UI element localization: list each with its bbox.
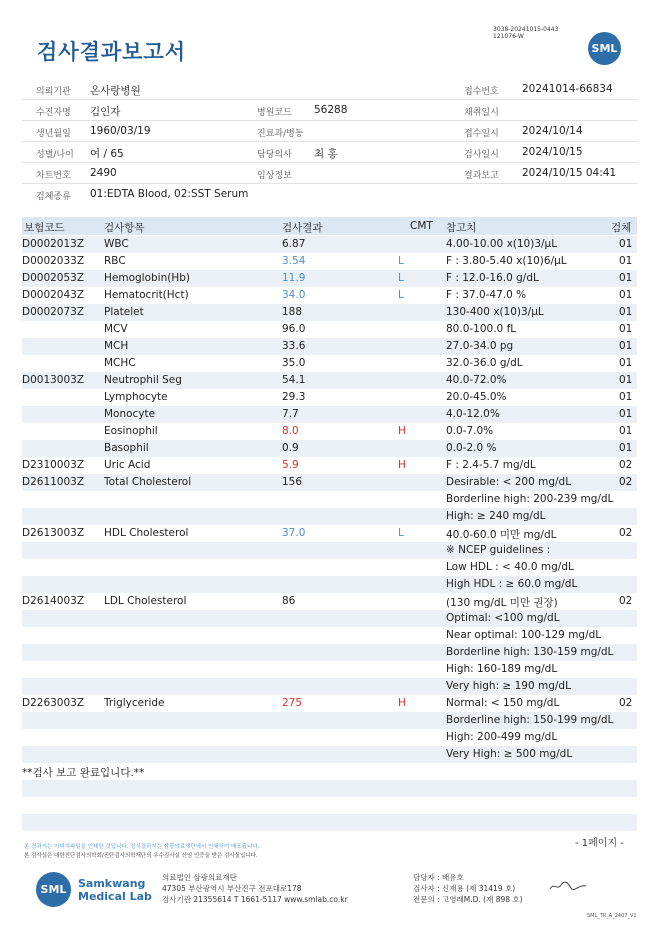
- specimen-code: 01: [619, 306, 633, 318]
- test-date: 2024/10/15: [522, 146, 583, 158]
- chart-no: 2490: [90, 167, 117, 179]
- reference-range: High: 200-499 mg/dL: [446, 731, 558, 743]
- brand-line2: Medical Lab: [78, 890, 152, 903]
- result-flag: H: [398, 425, 406, 437]
- col-cmt: CMT: [410, 220, 433, 232]
- table-row: [22, 746, 637, 763]
- requesting-org-label: 의뢰기관: [36, 87, 71, 97]
- receipt-no-label: 접수번호: [464, 87, 499, 97]
- table-row: [22, 729, 637, 746]
- table-row: [22, 287, 637, 304]
- test-name: Neutrophil Seg: [104, 374, 182, 386]
- table-row: [22, 576, 637, 593]
- collection-date-label: 채취일시: [464, 108, 499, 118]
- table-row: [22, 593, 637, 610]
- patient-label: 수진자명: [36, 108, 71, 118]
- table-row: [22, 491, 637, 508]
- table-row: [22, 406, 637, 423]
- table-row: [22, 372, 637, 389]
- table-row: [22, 542, 637, 559]
- test-name: Hemoglobin(Hb): [104, 272, 191, 284]
- requesting-org: 온사랑병원: [90, 85, 141, 97]
- dob: 1960/03/19: [90, 125, 151, 137]
- test-name: MCV: [104, 323, 128, 335]
- specimen-code: 02: [619, 476, 633, 488]
- test-result: 156: [282, 476, 303, 488]
- reference-range: 32.0-36.0 g/dL: [446, 357, 523, 369]
- col-result: 검사결과: [282, 222, 323, 234]
- test-code: D0002033Z: [22, 255, 85, 267]
- result-flag: H: [398, 459, 406, 471]
- footer-brand: [78, 877, 152, 903]
- col-ref: 참고치: [446, 222, 477, 234]
- reference-range: High HDL : ≥ 60.0 mg/dL: [446, 578, 578, 590]
- table-row: [22, 321, 637, 338]
- org-contact: 검사기관 21355614 T 1661-5117 www.smlab.co.kr: [162, 895, 348, 904]
- specimen-code: 01: [619, 425, 633, 437]
- reference-range: (130 mg/dL 미만 권장): [446, 597, 558, 609]
- specimen-label: 검체종류: [36, 192, 71, 202]
- signature-image: [548, 880, 588, 892]
- reference-range: 20.0-45.0%: [446, 391, 507, 403]
- table-row: [22, 780, 637, 797]
- hospital-code-label: 병원코드: [257, 108, 292, 118]
- reference-range: Borderline high: 150-199 mg/dL: [446, 714, 614, 726]
- result-flag: L: [398, 255, 404, 267]
- test-result: 35.0: [282, 357, 306, 369]
- table-row: [22, 678, 637, 695]
- reference-range: 40.0-72.0%: [446, 374, 507, 386]
- receipt-date-label: 접수일시: [464, 129, 499, 139]
- test-name: Triglyceride: [104, 697, 165, 709]
- specimen-code: 01: [619, 408, 633, 420]
- doctor: 최 홍: [314, 148, 338, 160]
- dob-label: 생년월일: [36, 129, 71, 139]
- footer-address: [162, 872, 348, 905]
- report-date-label: 결과보고: [464, 171, 499, 181]
- reference-range: Borderline high: 200-239 mg/dL: [446, 493, 614, 505]
- page-title: 검사결과보고서: [37, 40, 187, 64]
- result-flag: L: [398, 272, 404, 284]
- results-header: [22, 217, 637, 235]
- results-table: [22, 236, 637, 831]
- test-result: 11.9: [282, 272, 306, 284]
- table-row: [22, 304, 637, 321]
- reference-range: 0.0-2.0 %: [446, 442, 497, 454]
- table-row: [22, 712, 637, 729]
- test-name: Uric Acid: [104, 459, 151, 471]
- doc-id-line1: 3038-20241015-0443: [493, 26, 559, 33]
- test-result: 29.3: [282, 391, 306, 403]
- test-code: D0013003Z: [22, 374, 85, 386]
- clinical-label: 임상정보: [257, 171, 292, 181]
- specimen-code: 01: [619, 374, 633, 386]
- dept-label: 진료과/병동: [257, 129, 304, 139]
- test-code: D0002013Z: [22, 238, 85, 250]
- staff-doctor: 전문의 : 고영래M.D. (제 898 호): [413, 895, 523, 904]
- test-result: 188: [282, 306, 303, 318]
- table-row: [22, 474, 637, 491]
- test-date-label: 검사일시: [464, 150, 499, 160]
- test-code: D2611003Z: [22, 476, 85, 488]
- table-row: [22, 644, 637, 661]
- reference-range: 27.0-34.0 pg: [446, 340, 514, 352]
- table-row: [22, 814, 637, 831]
- test-result: 86: [282, 595, 296, 607]
- specimen-code: 01: [619, 391, 633, 403]
- specimen-code: 01: [619, 238, 633, 250]
- test-code: D2310003Z: [22, 459, 85, 471]
- reference-range: ※ NCEP guidelines :: [446, 544, 551, 556]
- test-code: D2263003Z: [22, 697, 85, 709]
- specimen-code: 01: [619, 357, 633, 369]
- specimen-code: 01: [619, 340, 633, 352]
- specimen-code: 02: [619, 697, 633, 709]
- reference-range: Near optimal: 100-129 mg/dL: [446, 629, 602, 641]
- reference-range: F : 3.80-5.40 x(10)6/μL: [446, 255, 567, 267]
- reference-range: F : 12.0-16.0 g/dL: [446, 272, 539, 284]
- accreditation-notice: 본 검사실은 대한진단검사의학회/진단검사의학재단의 우수검사실 신임 인증을 받은 검사실입니다.: [24, 853, 258, 859]
- reference-range: 4.00-10.00 x(10)3/μL: [446, 238, 558, 250]
- report-date: 2024/10/15 04:41: [522, 167, 617, 179]
- reference-range: 130-400 x(10)3/μL: [446, 306, 544, 318]
- test-result: 33.6: [282, 340, 306, 352]
- table-row: [22, 338, 637, 355]
- table-row: [22, 525, 637, 542]
- test-result: 3.54: [282, 255, 306, 267]
- staff-manager: 담당자 : 배유호: [413, 873, 464, 882]
- specimen-code: 01: [619, 323, 633, 335]
- test-name: Platelet: [104, 306, 144, 318]
- brand-line1: Samkwang: [78, 877, 146, 890]
- hospital-code: 56288: [314, 104, 348, 116]
- specimen-code: 01: [619, 272, 633, 284]
- test-name: LDL Cholesterol: [104, 595, 187, 607]
- reference-range: Low HDL : < 40.0 mg/dL: [446, 561, 574, 573]
- test-result: 7.7: [282, 408, 299, 420]
- test-result: 8.0: [282, 425, 299, 437]
- test-result: 34.0: [282, 289, 306, 301]
- document-id: [493, 26, 558, 40]
- table-row: [22, 253, 637, 270]
- chart-no-label: 차트번호: [36, 171, 71, 181]
- test-code: D2614003Z: [22, 595, 85, 607]
- col-specimen: 검체: [611, 222, 632, 234]
- specimen-code: 02: [619, 595, 633, 607]
- doc-id-line2: 121076-W: [493, 33, 524, 40]
- reference-range: Very High: ≥ 500 mg/dL: [446, 748, 573, 760]
- table-row: [22, 610, 637, 627]
- table-row: [22, 559, 637, 576]
- reference-range: Very high: ≥ 190 mg/dL: [446, 680, 571, 692]
- result-flag: H: [398, 697, 406, 709]
- test-name: WBC: [104, 238, 129, 250]
- result-flag: L: [398, 527, 404, 539]
- reference-range: Borderline high: 130-159 mg/dL: [446, 646, 614, 658]
- col-code: 보험코드: [24, 222, 65, 234]
- table-row: [22, 457, 637, 474]
- table-row: [22, 763, 637, 780]
- test-result: 5.9: [282, 459, 299, 471]
- test-result: 96.0: [282, 323, 306, 335]
- reference-range: 80.0-100.0 fL: [446, 323, 517, 335]
- test-name: Hematocrit(Hct): [104, 289, 189, 301]
- test-name: Basophil: [104, 442, 149, 454]
- specimen-code: 01: [619, 289, 633, 301]
- test-name: Monocyte: [104, 408, 156, 420]
- patient-name: 김인자: [90, 106, 121, 118]
- test-result: 0.9: [282, 442, 299, 454]
- test-code: **검사 보고 완료입니다.**: [22, 767, 145, 779]
- doctor-label: 담당의사: [257, 150, 292, 160]
- table-row: [22, 695, 637, 712]
- table-row: [22, 661, 637, 678]
- test-result: 37.0: [282, 527, 306, 539]
- table-row: [22, 389, 637, 406]
- result-flag: L: [398, 289, 404, 301]
- table-row: [22, 270, 637, 287]
- reference-range: F : 37.0-47.0 %: [446, 289, 527, 301]
- test-name: Lymphocyte: [104, 391, 168, 403]
- test-result: 275: [282, 697, 303, 709]
- receipt-date: 2024/10/14: [522, 125, 583, 137]
- test-name: Eosinophil: [104, 425, 158, 437]
- table-row: [22, 440, 637, 457]
- test-name: RBC: [104, 255, 126, 267]
- specimen-code: 02: [619, 527, 633, 539]
- test-code: D2613003Z: [22, 527, 85, 539]
- org-address: 47305 부산광역시 부산진구 전포대로178: [162, 884, 302, 893]
- page-number: - 1페이지 -: [575, 838, 624, 849]
- reference-range: High: ≥ 240 mg/dL: [446, 510, 546, 522]
- footer-staff: [413, 872, 523, 905]
- sex-age: 여 / 65: [90, 148, 124, 160]
- table-row: [22, 627, 637, 644]
- table-row: [22, 236, 637, 253]
- table-row: [22, 508, 637, 525]
- sex-age-label: 성별/나이: [36, 150, 74, 160]
- patient-info: [22, 79, 638, 205]
- footer-logo: SML: [36, 872, 71, 907]
- test-name: MCH: [104, 340, 129, 352]
- test-result: 54.1: [282, 374, 306, 386]
- reference-range: 4.0-12.0%: [446, 408, 500, 420]
- reference-range: 40.0-60.0 미만 mg/dL: [446, 529, 557, 541]
- test-code: D0002043Z: [22, 289, 85, 301]
- receipt-no: 20241014-66834: [522, 83, 613, 95]
- specimen-types: 01:EDTA Blood, 02:SST Serum: [90, 188, 249, 200]
- test-name: Total Cholesterol: [104, 476, 192, 488]
- test-result: 6.87: [282, 238, 306, 250]
- staff-tester: 검사자 : 신재용 (제 31419 호): [413, 884, 516, 893]
- reference-range: High: 160-189 mg/dL: [446, 663, 558, 675]
- reference-range: Desirable: < 200 mg/dL: [446, 476, 572, 488]
- print-notice: 본 결과지는 이미지파일을 인쇄한 것입니다. 정식결과지는 삼광의료재단에서 인쇄하여 배포됩니다.: [24, 844, 260, 850]
- reference-range: F : 2.4-5.7 mg/dL: [446, 459, 536, 471]
- table-row: [22, 797, 637, 814]
- test-code: D0002073Z: [22, 306, 85, 318]
- reference-range: Optimal: <100 mg/dL: [446, 612, 560, 624]
- test-name: MCHC: [104, 357, 136, 369]
- test-code: D0002053Z: [22, 272, 85, 284]
- table-row: [22, 423, 637, 440]
- reference-range: Normal: < 150 mg/dL: [446, 697, 560, 709]
- form-code: SML_TR_A_2407_V1: [587, 913, 637, 919]
- org-name: 의료법인 삼광의료재단: [162, 873, 237, 882]
- col-name: 검사항목: [104, 222, 145, 234]
- specimen-code: 01: [619, 442, 633, 454]
- specimen-code: 02: [619, 459, 633, 471]
- specimen-code: 01: [619, 255, 633, 267]
- test-name: HDL Cholesterol: [104, 527, 189, 539]
- sml-logo: SML: [588, 32, 621, 65]
- table-row: [22, 355, 637, 372]
- reference-range: 0.0-7.0%: [446, 425, 494, 437]
